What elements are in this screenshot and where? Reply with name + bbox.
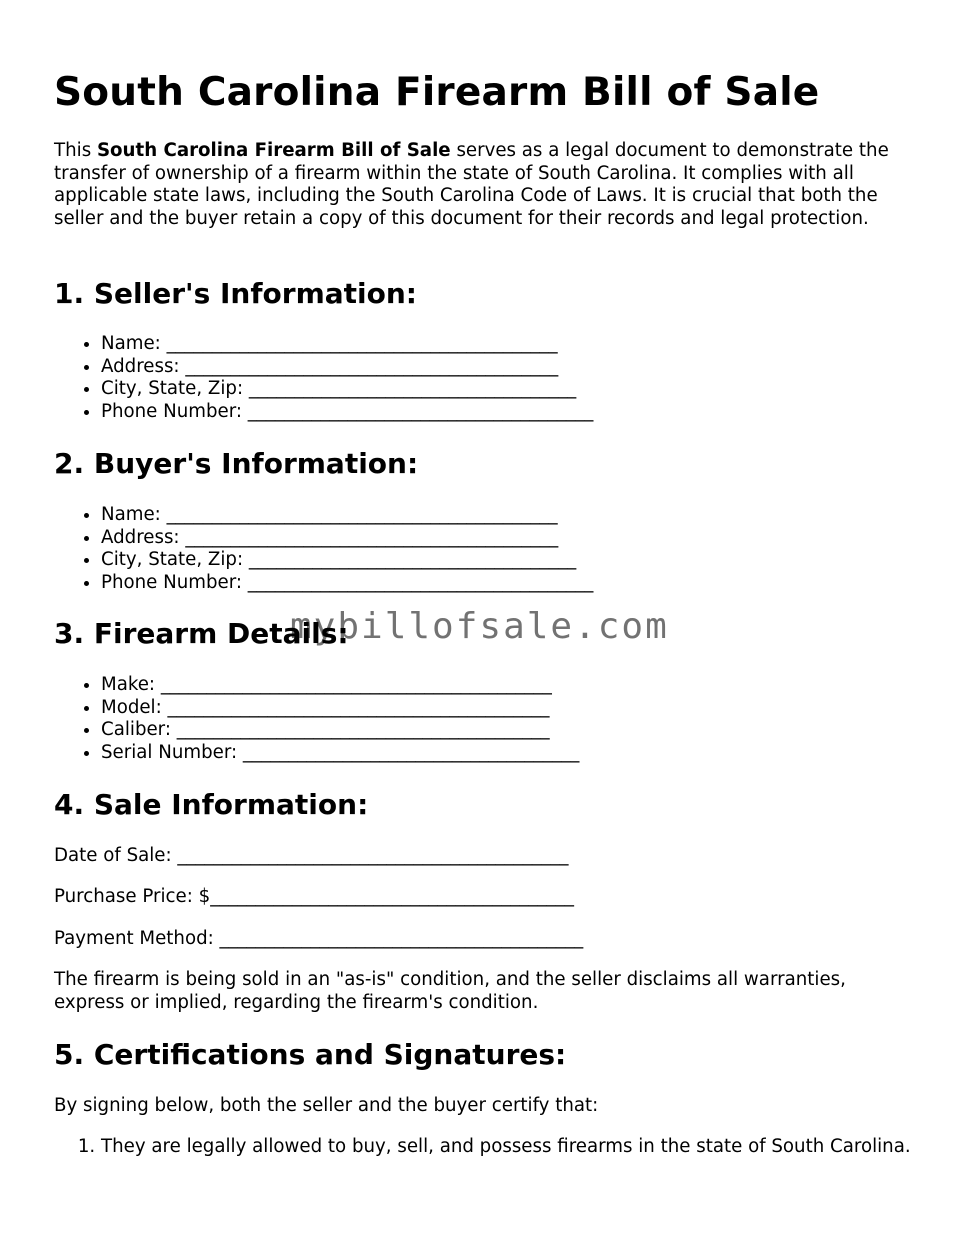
sale-date-field: Date of Sale: ___________________________________________ [54,845,569,866]
page-title: South Carolina Firearm Bill of Sale [54,70,820,115]
intro-paragraph [54,140,914,230]
firearm-make-field: • Make: ___________________________________________ [101,674,579,697]
as-is-paragraph: The firearm is being sold in an "as-is" condition, and the seller disclaims all warranties, express or implied, regarding the firearm's condition. [54,969,846,1013]
buyer-name-field: • Name: ___________________________________________ [101,504,593,527]
certifications-heading: 5. Certifications and Signatures: [54,1038,567,1071]
sale-heading: 4. Sale Information: [54,788,369,821]
certification-item: 1. They are legally allowed to buy, sell, and possess firearms in the state of South Carolina. [101,1136,914,1159]
firearm-serial-field: • Serial Number: _____________________________________ [101,742,579,765]
seller-heading: 1. Seller's Information: [54,277,418,310]
certifications-list [54,1136,914,1159]
buyer-address-field: • Address: _________________________________________ [101,527,593,550]
seller-phone-field: • Phone Number: ______________________________________ [101,401,593,424]
sale-price-field: Purchase Price: $________________________________________ [54,886,574,907]
seller-fields [54,333,593,423]
firearm-model-field: • Model: __________________________________________ [101,697,579,720]
seller-name-field: • Name: ___________________________________________ [101,333,593,356]
watermark: mybillofsale.com [290,606,669,647]
firearm-fields [54,674,579,764]
intro-bold: South Carolina Firearm Bill of Sale [96,140,451,161]
buyer-heading: 2. Buyer's Information: [54,447,419,480]
firearm-caliber-field: • Caliber: _________________________________________ [101,719,579,742]
seller-address-field: • Address: _________________________________________ [101,356,593,379]
intro-prefix: This [54,140,97,161]
buyer-phone-field: • Phone Number: ______________________________________ [101,572,593,595]
intro-suffix: serves as a legal document to demonstrate the transfer of ownership of a firearm within the state of South Carolina. It complies with all applicable state laws, including the South Carolina Code of Laws. It is crucial that both the seller and the buyer retain a copy of this document for their records and legal protection. [54,140,889,229]
seller-city-field: • City, State, Zip: ____________________________________ [101,378,593,401]
certifications-lead: By signing below, both the seller and the buyer certify that: [54,1095,599,1116]
sale-payment-field: Payment Method: ________________________________________ [54,928,584,949]
buyer-fields [54,504,593,594]
buyer-city-field: • City, State, Zip: ____________________________________ [101,549,593,572]
firearm-heading: 3. Firearm Details: [54,617,349,650]
